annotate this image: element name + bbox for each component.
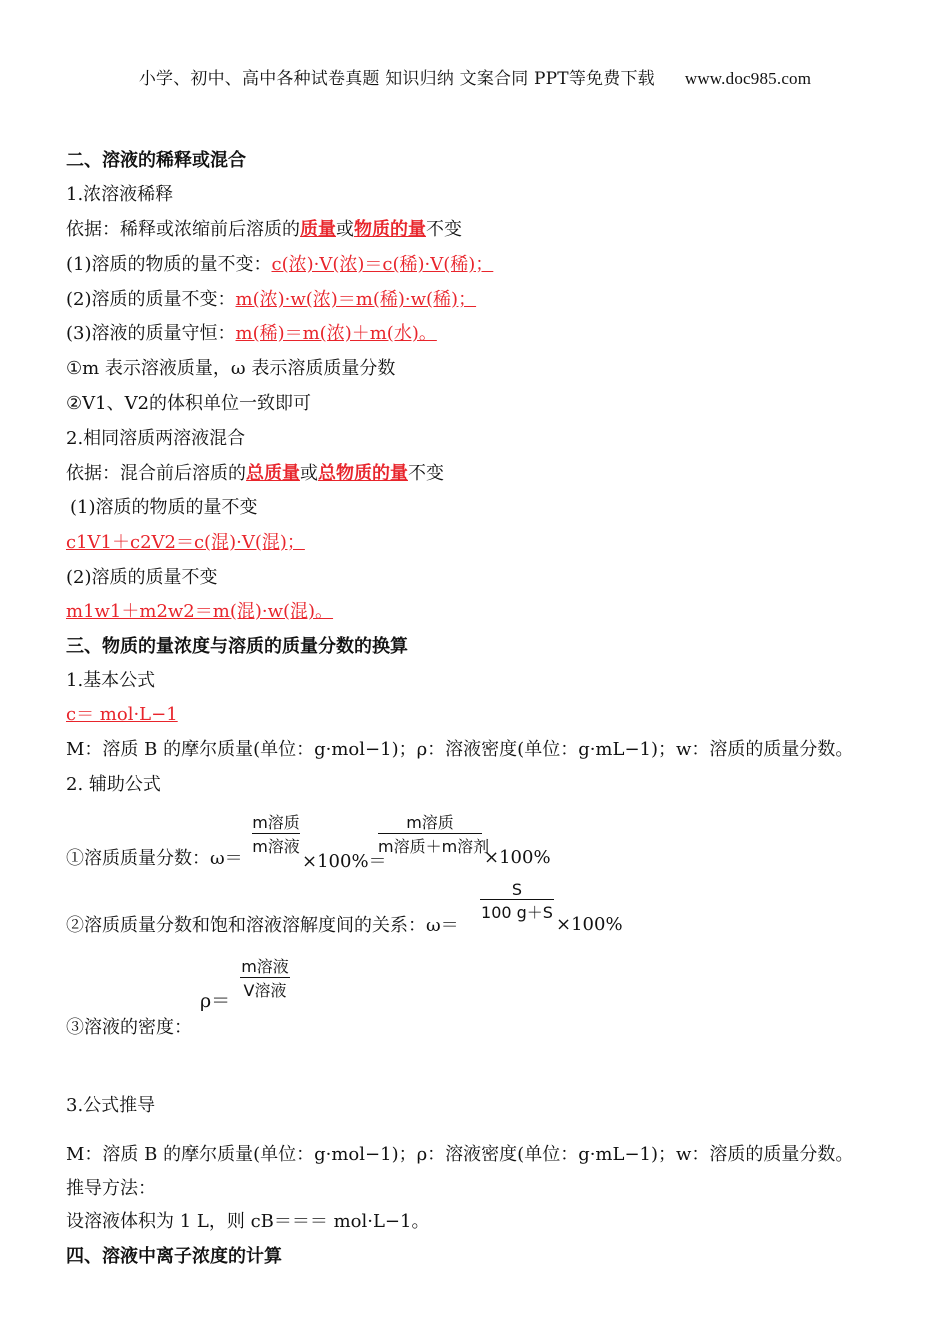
basis2-end: 不变 xyxy=(408,463,444,484)
rule-3-label: (3)溶液的质量守恒： xyxy=(66,323,236,344)
header-text: 小学、初中、高中各种试卷真题 知识归纳 文案合同 PPT等免费下载 xyxy=(138,69,655,89)
symbol-legend: M：溶质 B 的摩尔质量(单位：g·mol−1)；ρ：溶液密度(单位：g·mL−1)；w：溶质的质量分数。 xyxy=(66,739,854,760)
keyword-total-amount: 总物质的量 xyxy=(318,463,408,484)
keyword-total-mass: 总质量 xyxy=(246,463,300,484)
symbol-legend-2: M：溶质 B 的摩尔质量(单位：g·mol−1)；ρ：溶液密度(单位：g·mL−1)；w：溶质的质量分数。 xyxy=(66,1144,854,1165)
fraction-1 xyxy=(252,810,300,857)
formula-2-tail: ×100% xyxy=(556,914,623,935)
formula-1-tail: ×100% xyxy=(484,847,551,868)
keyword-mass: 质量 xyxy=(300,219,336,240)
rule-2-formula: m(浓)·w(浓)＝m(稀)·w(稀)； xyxy=(235,289,477,310)
basis2-text: 依据：混合前后溶质的 xyxy=(66,463,246,484)
formula-3-label: ③溶液的密度： xyxy=(66,1017,192,1038)
basis-end: 不变 xyxy=(426,219,462,240)
basic-formula: c＝ mol·L−1 xyxy=(66,704,178,725)
formula-1-mid: ×100%＝ xyxy=(302,851,387,872)
rule-3 xyxy=(66,322,437,346)
page-header xyxy=(0,64,950,89)
mix-rule-2-label: (2)溶质的质量不变 xyxy=(66,567,218,588)
mix-rule-2-formula: m1w1＋m2w2＝m(混)·w(混)。 xyxy=(66,601,334,622)
header-site-link[interactable]: www.doc985.com xyxy=(684,69,812,88)
section-2-subtitle-2: 2.相同溶质两溶液混合 xyxy=(66,428,246,449)
rule-2-label: (2)溶质的质量不变： xyxy=(66,289,236,310)
section-3-title: 三、物质的量浓度与溶质的质量分数的换算 xyxy=(66,636,408,657)
rule-3-formula: m(稀)＝m(浓)＋m(水)。 xyxy=(235,323,437,344)
keyword-amount: 物质的量 xyxy=(354,219,426,240)
rule-1-label: (1)溶质的物质的量不变： xyxy=(66,254,272,275)
fraction-2-denominator: m溶质＋m溶剂 xyxy=(378,837,490,856)
basis2-or: 或 xyxy=(300,463,318,484)
section-3-subtitle-2: 2. 辅助公式 xyxy=(66,774,161,795)
mixing-basis xyxy=(66,462,444,486)
section-2-subtitle-1: 1.浓溶液稀释 xyxy=(66,184,174,205)
basis-text: 依据：稀释或浓缩前后溶质的 xyxy=(66,219,300,240)
section-4-title: 四、溶液中离子浓度的计算 xyxy=(66,1246,282,1267)
fraction-3-numerator: S xyxy=(511,880,523,899)
fraction-4 xyxy=(240,954,290,1001)
section-2-title: 二、溶液的稀释或混合 xyxy=(66,150,246,171)
fraction-3-denominator: 100 g＋S xyxy=(481,903,553,922)
section-3-subtitle-3: 3.公式推导 xyxy=(66,1095,156,1116)
formula-2-label: ②溶质质量分数和饱和溶液溶解度间的关系：ω＝ xyxy=(66,915,459,936)
fraction-1-denominator: m溶液 xyxy=(252,837,300,856)
fraction-2-numerator: m溶质 xyxy=(406,813,454,832)
derivation-text: 设溶液体积为 1 L，则 cB＝＝＝ mol·L−1。 xyxy=(66,1211,430,1232)
basis-or: 或 xyxy=(336,219,354,240)
fraction-4-numerator: m溶液 xyxy=(241,957,289,976)
fraction-3 xyxy=(480,880,554,923)
density-rho: ρ＝ xyxy=(200,990,231,1012)
dilution-basis xyxy=(66,218,462,242)
mix-rule-1-formula: c1V1＋c2V2＝c(混)·V(混)； xyxy=(66,532,305,553)
note-1: ①m 表示溶液质量，ω 表示溶质质量分数 xyxy=(66,358,396,379)
fraction-1-numerator: m溶质 xyxy=(252,813,300,832)
rule-1-formula: c(浓)·V(浓)＝c(稀)·V(稀)； xyxy=(271,254,494,275)
derivation-method: 推导方法： xyxy=(66,1178,156,1199)
section-3-subtitle-1: 1.基本公式 xyxy=(66,670,156,691)
note-2: ②V1、V2的体积单位一致即可 xyxy=(66,393,312,414)
fraction-4-denominator: V溶液 xyxy=(243,981,287,1000)
fraction-2 xyxy=(378,810,490,857)
formula-1-label: ①溶质质量分数：ω＝ xyxy=(66,848,243,869)
mix-rule-1-label: (1)溶质的物质的量不变 xyxy=(70,497,258,518)
rule-1 xyxy=(66,253,493,277)
rule-2 xyxy=(66,288,476,312)
